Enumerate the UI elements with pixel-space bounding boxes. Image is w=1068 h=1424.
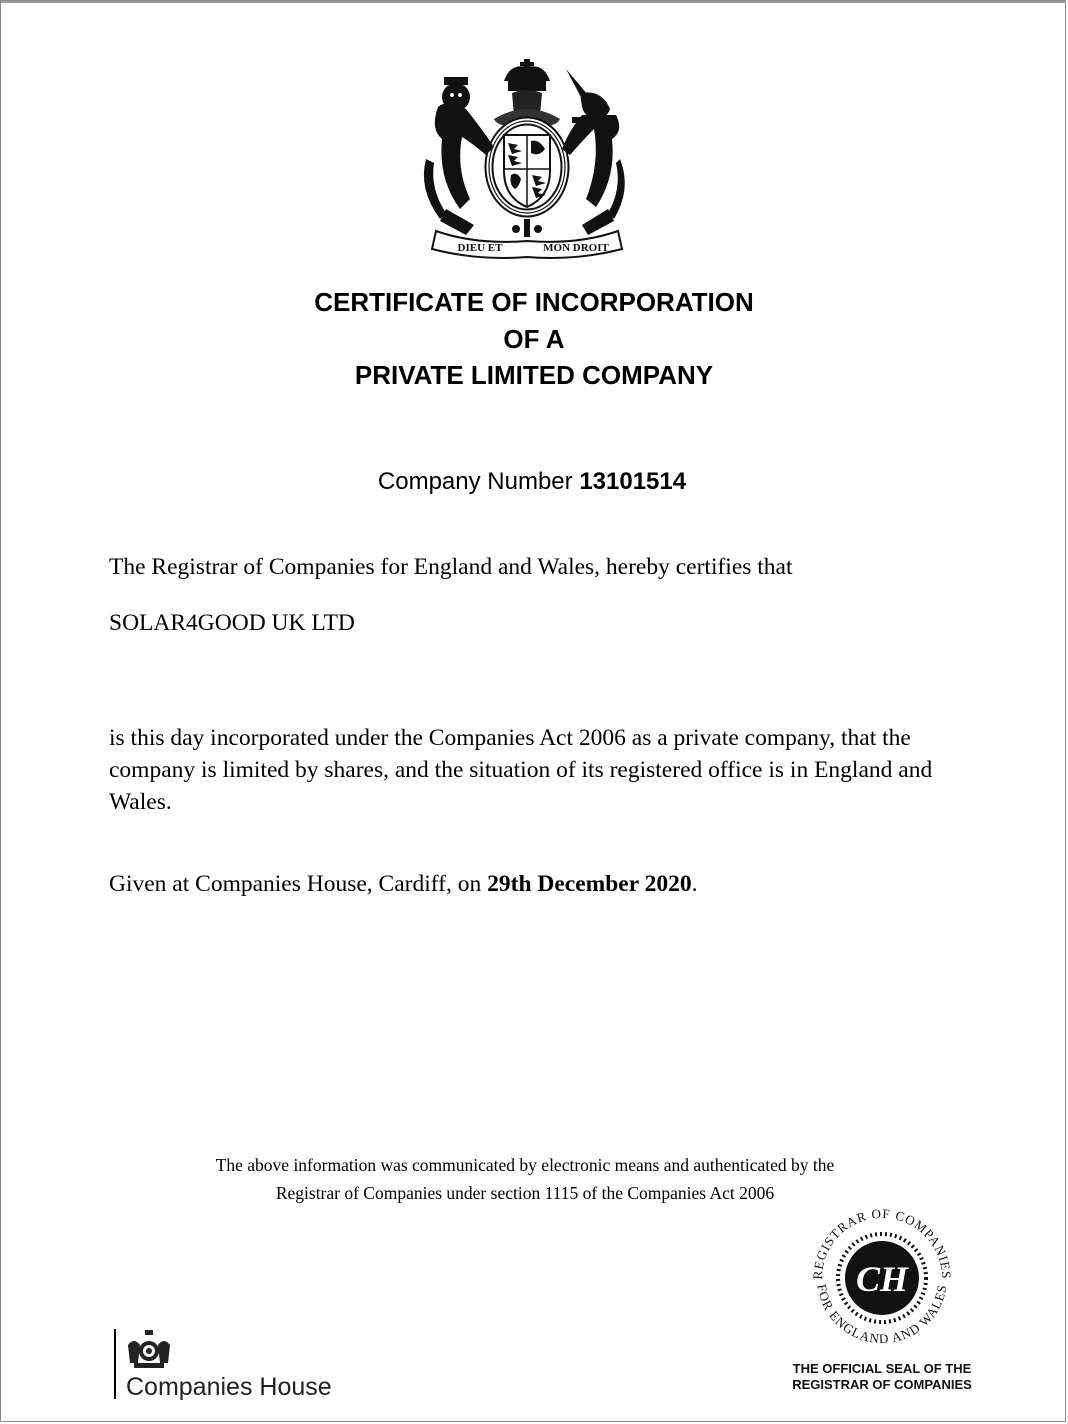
seal-caption-line-1: THE OFFICIAL SEAL OF THE bbox=[792, 1361, 972, 1376]
companies-house-logo bbox=[114, 1329, 374, 1403]
given-at-text: Given at Companies House, Cardiff, on bbox=[109, 871, 482, 897]
company-name: SOLAR4GOOD UK LTD bbox=[109, 610, 355, 636]
incorporation-date: 29th December 2020 bbox=[487, 871, 692, 897]
arms-motto-right: MON DROIT bbox=[543, 242, 609, 254]
authentication-line-2: Registrar of Companies under section 1115 of the Companies Act 2006 bbox=[275, 1183, 775, 1203]
certificate-title bbox=[1, 284, 1067, 394]
authentication-line-1: The above information was communicated by electronic means and authenticated by the bbox=[215, 1155, 835, 1175]
company-number-value: 13101514 bbox=[579, 468, 687, 495]
title-line-3: PRIVATE LIMITED COMPANY bbox=[354, 360, 714, 390]
registrar-statement: The Registrar of Companies for England and Wales, hereby certifies that bbox=[109, 554, 793, 580]
registrar-official-seal-icon bbox=[803, 1199, 961, 1357]
title-line-1: CERTIFICATE OF INCORPORATION bbox=[314, 287, 754, 317]
seal-ring-text-top: REGISTRAR OF COMPANIES bbox=[809, 1205, 955, 1280]
title-line-2: OF A bbox=[503, 323, 565, 354]
company-number-line bbox=[1, 468, 1063, 496]
given-at-line bbox=[109, 871, 698, 898]
incorporation-statement: is this day incorporated under the Companies Act 2006 as a private company, that the company is limited by shares, and the situation of its registered office is in England and Wales. bbox=[109, 725, 933, 815]
seal-ring-text-bottom: FOR ENGLAND AND WALES bbox=[814, 1283, 950, 1347]
royal-coat-of-arms-icon bbox=[416, 59, 638, 259]
seal-caption bbox=[771, 1361, 993, 1393]
arms-motto-left: DIEU ET bbox=[457, 242, 503, 254]
seal-monogram: CH bbox=[855, 1259, 909, 1299]
logo-divider bbox=[114, 1329, 116, 1399]
companies-house-name: Companies House bbox=[126, 1373, 332, 1401]
company-number-label: Company Number bbox=[377, 468, 573, 495]
given-at-period: . bbox=[691, 871, 698, 897]
small-royal-crest-icon bbox=[126, 1329, 172, 1371]
seal-caption-line-2: REGISTRAR OF COMPANIES bbox=[792, 1377, 972, 1392]
